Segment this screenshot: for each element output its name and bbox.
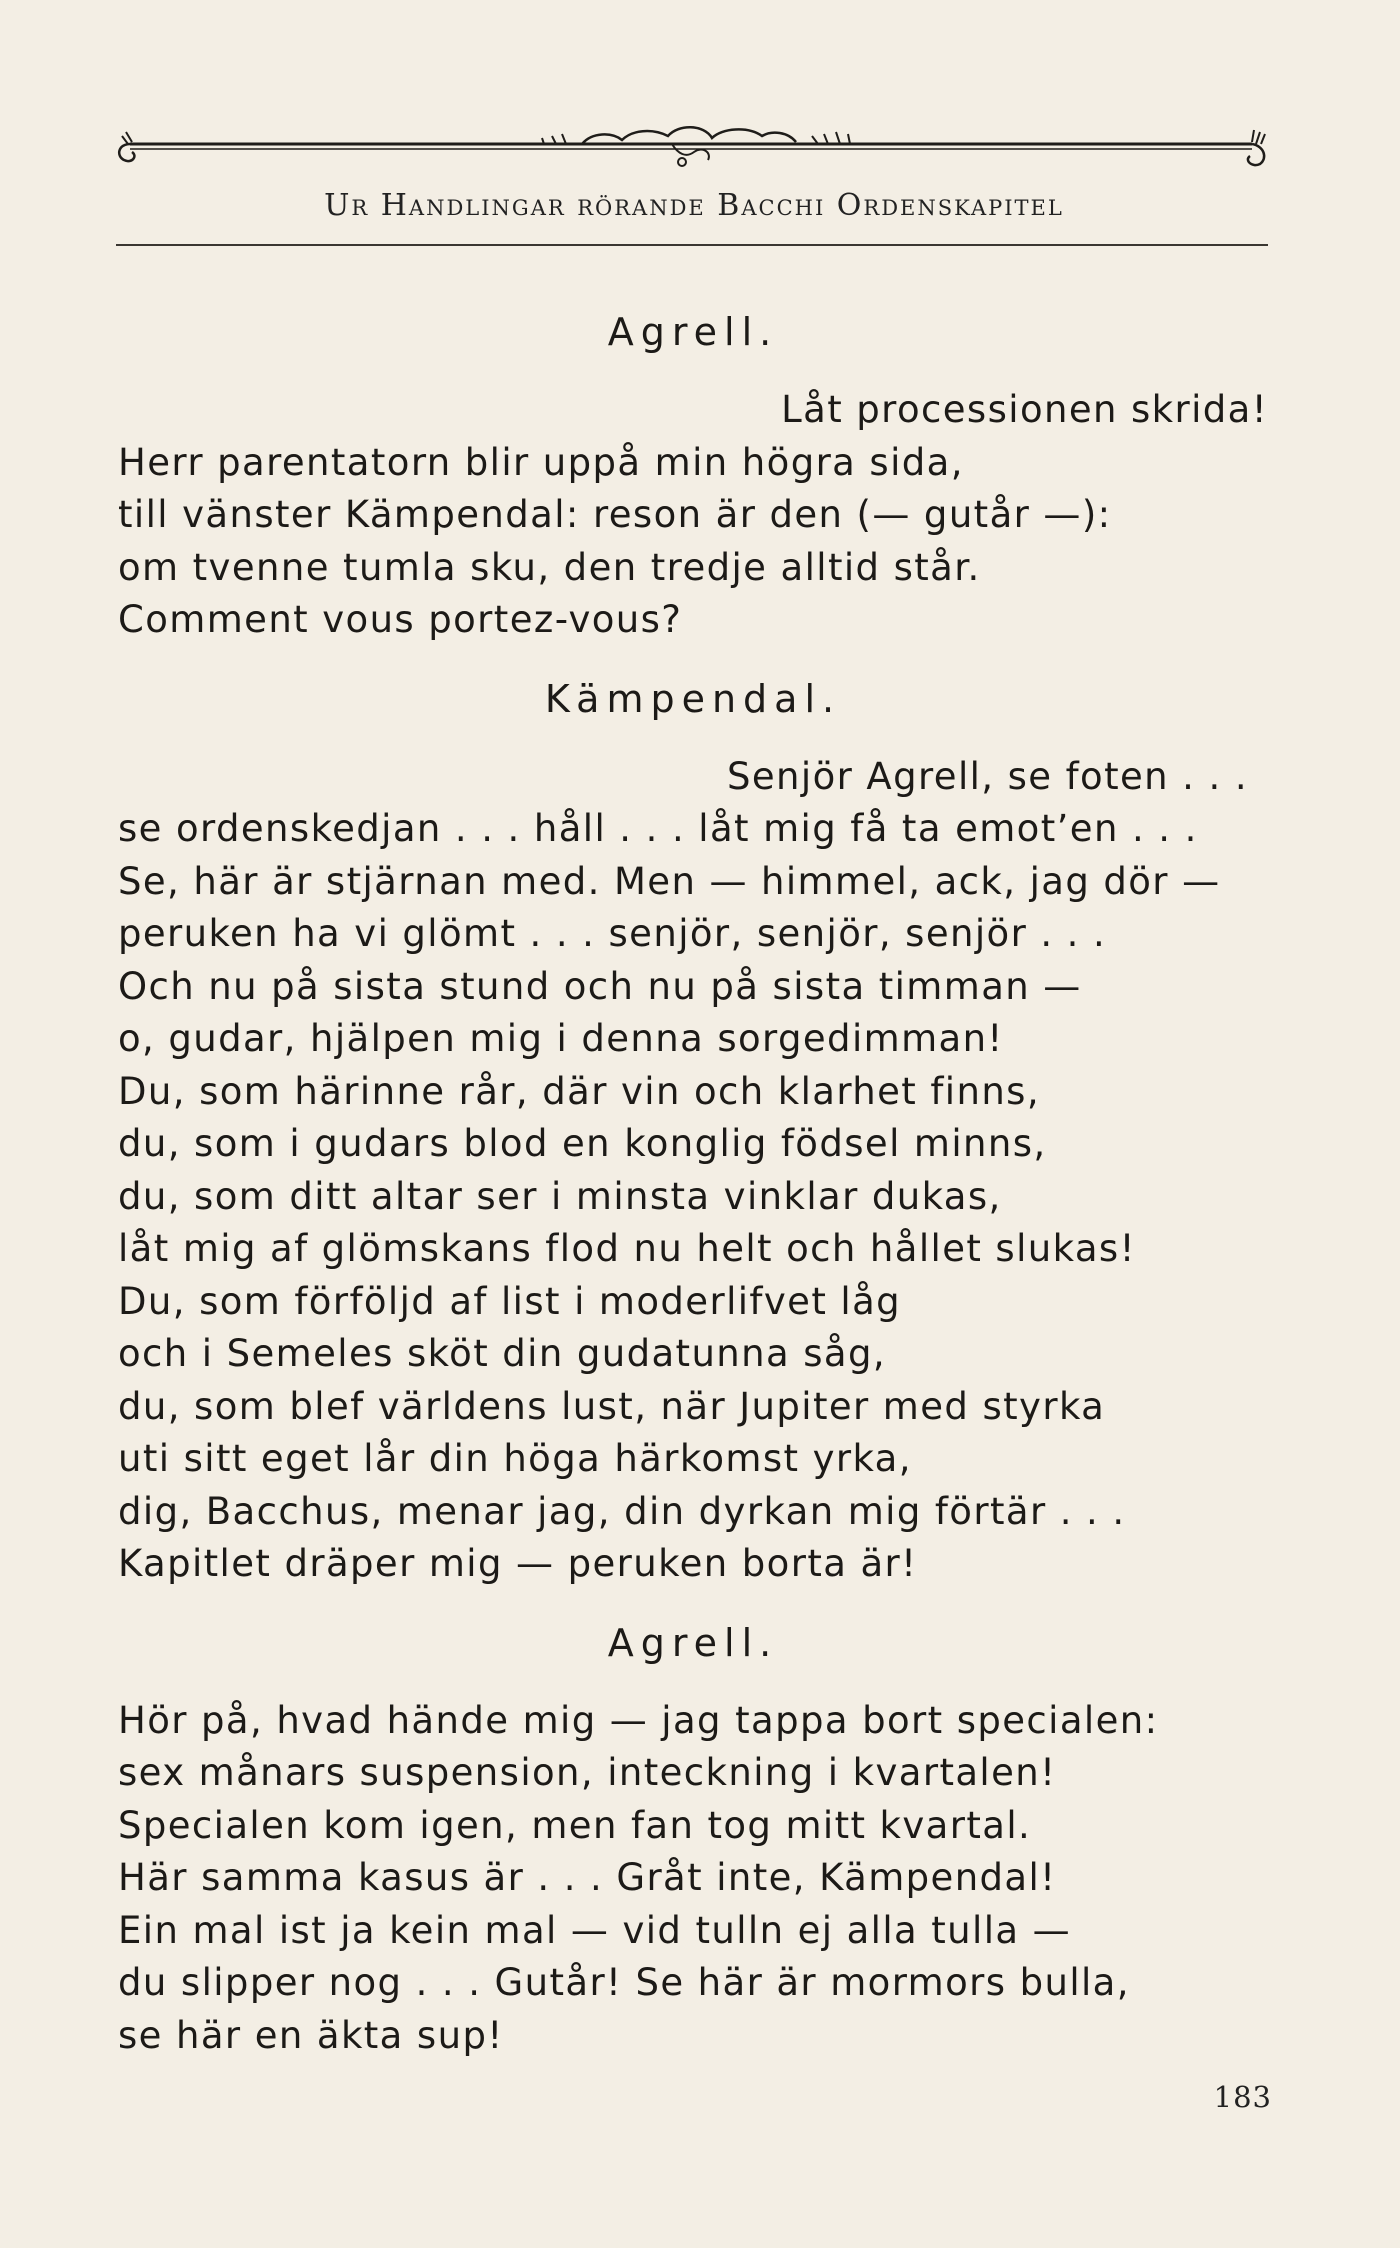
verse-line: Låt processionen skrida! — [781, 388, 1268, 431]
verse-line: om tvenne tumla sku, den tredje alltid står. — [118, 545, 981, 589]
verse-line: Här samma kasus är . . . Gråt inte, Kämpendal! — [118, 1856, 1057, 1899]
verse-line: sex månars suspension, inteckning i kvartalen! — [118, 1751, 1057, 1794]
verse-line: Specialen kom igen, men fan tog mitt kvartal. — [118, 1803, 1032, 1847]
verse-line: till vänster Kämpendal: reson är den (— gutår —): — [118, 493, 1112, 536]
verse-line: du, som blef världens lust, när Jupiter med styrka — [118, 1384, 1106, 1428]
verse-line: Kapitlet dräper mig — peruken borta är! — [118, 1542, 918, 1585]
verse-line: Se, här är stjärnan med. Men — himmel, ack, jag dör — — [118, 859, 1221, 903]
verse-line: Och nu på sista stund och nu på sista timman — — [118, 964, 1082, 1008]
running-head-title: Ur Handlingar rörande Bacchi Ordenskapitel — [324, 188, 1064, 223]
verse-line: se här en äkta sup! — [118, 2013, 504, 2057]
verse-line: du slipper nog . . . Gutår! Se här är mormors bulla, — [118, 1961, 1130, 2004]
speaker-heading: Kämpendal. — [544, 676, 842, 721]
header-divider — [116, 244, 1268, 246]
verse-line: du, som i gudars blod en konglig födsel minns, — [118, 1122, 1047, 1165]
poem-text — [118, 280, 1268, 2062]
verse-line: dig, Bacchus, menar jag, din dyrkan mig förtär . . . — [118, 1489, 1126, 1533]
verse-line: Senjör Agrell, se foten . . . — [727, 754, 1248, 798]
verse-line: Comment vous portez-vous? — [118, 598, 683, 641]
verse-line: Hör på, hvad hände mig — jag tappa bort specialen: — [118, 1698, 1159, 1742]
ornamental-header-rule — [112, 122, 1272, 192]
verse-line: uti sitt eget lår din höga härkomst yrka, — [118, 1437, 912, 1480]
verse-line: se ordenskedjan . . . håll . . . låt mig få ta emot’en . . . — [118, 807, 1198, 850]
speaker-heading: Agrell. — [607, 1620, 779, 1665]
verse-line: o, gudar, hjälpen mig i denna sorgedimman! — [118, 1017, 1004, 1060]
verse-line: Herr parentatorn blir uppå min högra sida, — [118, 440, 964, 484]
verse-line: och i Semeles sköt din gudatunna såg, — [118, 1332, 887, 1375]
verse-line: du, som ditt altar ser i minsta vinklar dukas, — [118, 1174, 1002, 1218]
page-number: 183 — [1213, 2080, 1272, 2114]
verse-line: låt mig af glömskans flod nu helt och hållet slukas! — [118, 1227, 1136, 1270]
verse-line: Du, som härinne rår, där vin och klarhet finns, — [118, 1069, 1041, 1113]
speaker-heading: Agrell. — [607, 310, 779, 354]
verse-line: Ein mal ist ja kein mal — vid tulln ej alla tulla — — [118, 1908, 1072, 1952]
verse-line: Du, som förföljd af list i moderlifvet låg — [118, 1279, 902, 1323]
verse-line: peruken ha vi glömt . . . senjör, senjör, senjör . . . — [118, 912, 1107, 955]
